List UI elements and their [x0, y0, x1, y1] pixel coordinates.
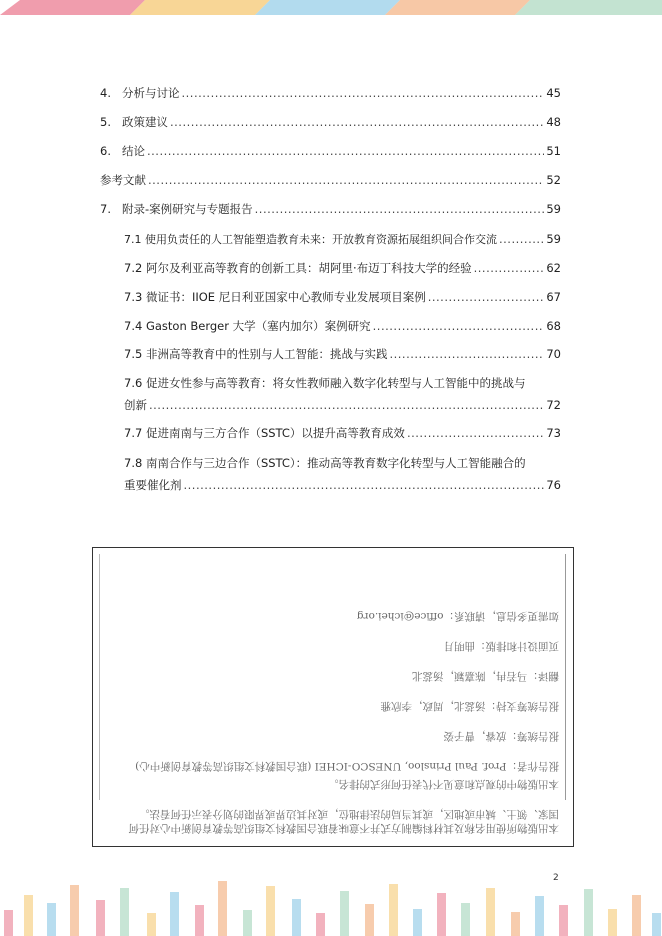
credits-line: 报告作者：Prof. Paul Prinsloo, UNESCO-ICHEI (联合国教科文组织高等教育创新中心): [135, 760, 559, 772]
toc-subentry[interactable]: 创新 ..... 72: [124, 397, 561, 413]
credits-line: 如需更多信息，请联系：office@ichei.org: [356, 610, 559, 622]
toc-subentry[interactable]: 7.4 Gaston Berger 大学（塞内加尔）案例研究 ..... 68: [124, 318, 561, 334]
credits-rotated: [93, 548, 573, 846]
credits-line: 报告统筹：放睿，曹子姿: [443, 730, 559, 742]
toc-entry[interactable]: 5. 政策建议 ..... 48: [100, 114, 561, 130]
toc-entry[interactable]: 6. 结论 ..... 51: [100, 143, 561, 159]
toc-subentry[interactable]: 重要催化剂 ..... 76: [124, 477, 561, 493]
credits-line: 报告统筹支持：汤蕊北，周政，李欣雅: [380, 700, 559, 712]
toc-subentry[interactable]: 7.5 非洲高等教育中的性别与人工智能：挑战与实践 ..... 70: [124, 346, 561, 362]
credits-box: [92, 547, 574, 847]
toc-entry[interactable]: 参考文献 ..... 52: [100, 172, 561, 188]
divider: [565, 554, 566, 800]
bottom-decoration: [0, 855, 662, 936]
toc-subentry-line1[interactable]: 7.8 南南合作与三边合作（SSTC）：推动高等教育数字化转型与人工智能融合的: [124, 456, 526, 470]
toc-entry[interactable]: 4. 分析与讨论 ..... 45: [100, 85, 561, 101]
credits-line: 国家、领土、城市或地区，或其当局的法律地位，或对其边界或界限的划分表示任何看法。: [139, 808, 559, 820]
toc-entry[interactable]: 7. 附录-案例研究与专题报告 ..... 59: [100, 201, 561, 217]
page-number: 2: [553, 873, 559, 883]
credits-line: 本出版物所使用名称及其材料编制方式并不意味着联合国教科文组织高等教育创新中心对任何: [128, 822, 559, 834]
credits-line: 翻译：马若冉，陈嘉颖，汤蕊北: [412, 670, 559, 682]
toc-subentry[interactable]: 7.3 微证书：IIOE 尼日利亚国家中心教师专业发展项目案例 ..... 67: [124, 289, 561, 305]
toc-subentry[interactable]: 7.7 促进南南与三方合作（SSTC）以提升高等教育成效 ..... 73: [124, 425, 561, 441]
toc-subentry-line1[interactable]: 7.6 促进女性参与高等教育：将女性教师融入数字化转型与人工智能中的挑战与: [124, 376, 526, 390]
toc-subentry[interactable]: 7.1 使用负责任的人工智能塑造教育未来：开放教育资源拓展组织间合作交流 ..... 59: [124, 231, 561, 248]
credits-line: 页面设计和排版：曲明月: [443, 640, 559, 652]
toc-subentry[interactable]: 7.2 阿尔及利亚高等教育的创新工具：胡阿里·布迈丁科技大学的经验 ..... 62: [124, 260, 561, 276]
divider: [99, 554, 100, 800]
credits-line: 本出版物中的观点和意见不代表任何形式的排名。: [328, 778, 559, 790]
